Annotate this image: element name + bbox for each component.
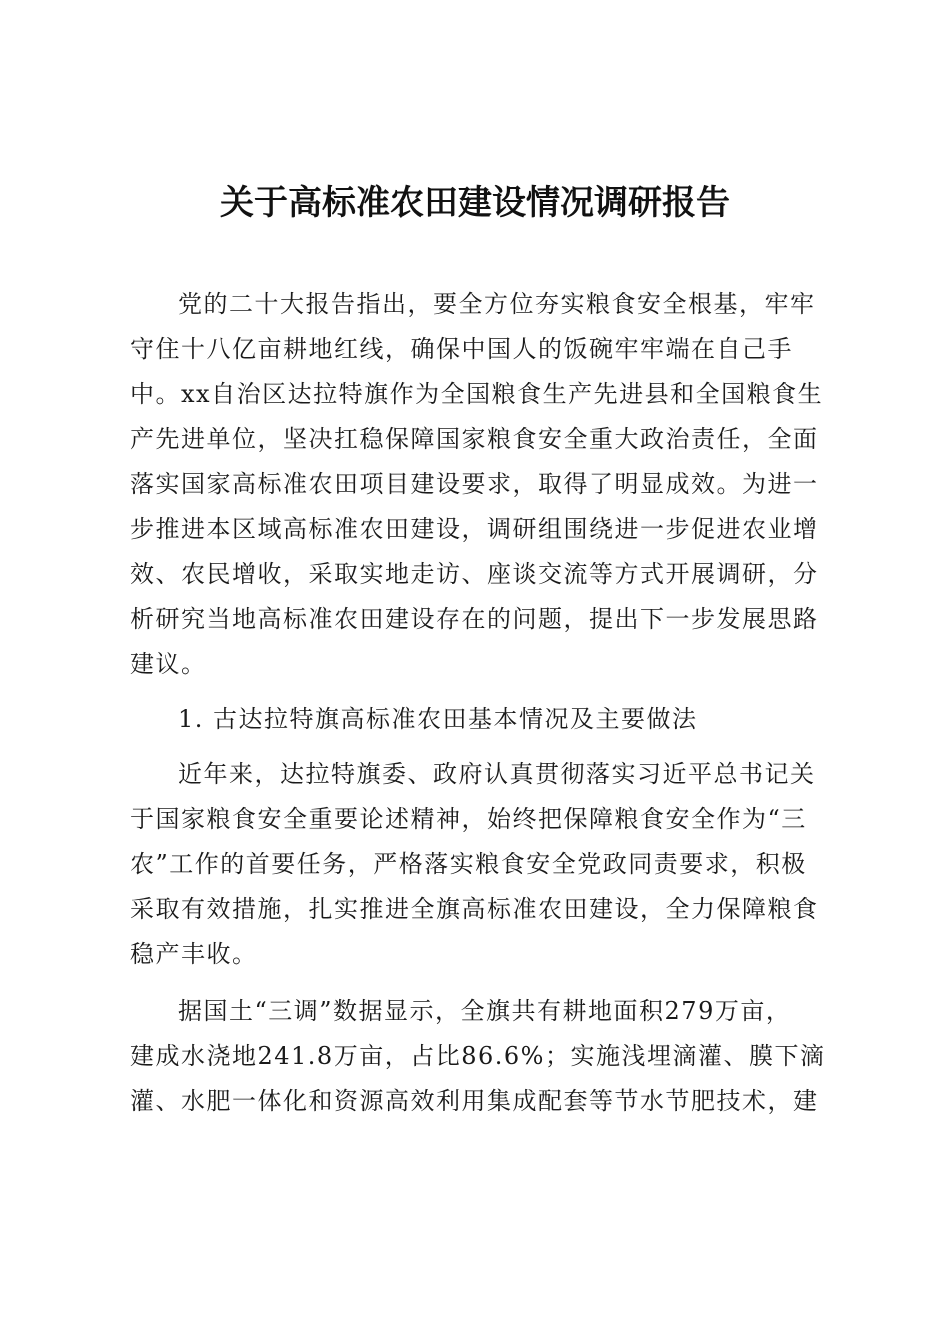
text-line: 步推进本区域高标准农田建设，调研组围绕进一步促进农业增: [130, 515, 819, 543]
text-line: 近年来，达拉特旗委、政府认真贯彻落实习近平总书记关: [178, 760, 816, 788]
text-line: 析研究当地高标准农田建设存在的问题，提出下一步发展思路: [130, 605, 819, 633]
text-line: 农”工作的首要任务，严格落实粮食安全党政同责要求，积极: [130, 850, 807, 878]
section-heading-1: [130, 697, 820, 742]
text-line: 于国家粮食安全重要论述精神，始终把保障粮食安全作为“三: [130, 805, 807, 833]
text-line: 效、农民增收，采取实地走访、座谈交流等方式开展调研，分: [130, 560, 819, 588]
paragraph-intro: [130, 282, 824, 687]
text-line: 灌、水肥一体化和资源高效利用集成配套等节水节肥技术，建: [130, 1087, 819, 1115]
text-line: 采取有效措施，扎实推进全旗高标准农田建设，全力保障粮食: [130, 895, 819, 923]
paragraph-overview: [130, 752, 820, 977]
text-line: 建议。: [130, 650, 207, 678]
text-line: 中。xx自治区达拉特旗作为全国粮食生产先进县和全国粮食生: [130, 380, 824, 408]
section-heading-text: 1. 古达拉特旗高标准农田基本情况及主要做法: [178, 705, 698, 733]
document-title: 关于高标准农田建设情况调研报告: [220, 183, 730, 223]
text-line: 产先进单位，坚决扛稳保障国家粮食安全重大政治责任，全面: [130, 425, 819, 453]
document-body: [130, 282, 826, 1124]
text-line: 建成水浇地241.8万亩，占比86.6%；实施浅埋滴灌、膜下滴: [130, 1042, 826, 1070]
text-line: 落实国家高标准农田项目建设要求，取得了明显成效。为进一: [130, 470, 819, 498]
text-line: 稳产丰收。: [130, 940, 258, 968]
text-line: 党的二十大报告指出，要全方位夯实粮食安全根基，牢牢: [178, 290, 816, 318]
paragraph-data: [130, 989, 826, 1124]
text-line: 据国土“三调”数据显示，全旗共有耕地面积279万亩，: [178, 997, 792, 1025]
text-line: 守住十八亿亩耕地红线，确保中国人的饭碗牢牢端在自己手: [130, 335, 793, 363]
